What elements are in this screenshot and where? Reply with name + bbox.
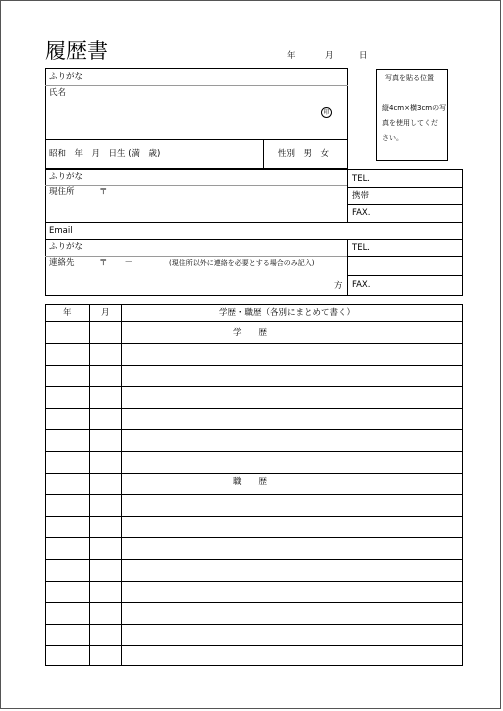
history-row-line	[45, 624, 463, 625]
name-birth-divider	[45, 139, 348, 140]
page-title: 履歴書	[45, 39, 108, 63]
photo-instruction-1: 縦4cm×横3cmの写	[382, 104, 447, 112]
history-row-line	[45, 321, 463, 322]
history-row-line	[45, 602, 463, 603]
contact-tel-divider-row	[347, 256, 463, 257]
date-day-label: 日	[359, 51, 368, 61]
email-label: Email	[49, 226, 73, 236]
history-month-column-divider	[121, 304, 122, 666]
contact-kata-label: 方	[334, 281, 343, 291]
contact-address-label: 連絡先	[49, 258, 75, 268]
history-row-line	[45, 473, 463, 474]
history-row-line	[45, 343, 463, 344]
history-year-header: 年	[63, 308, 72, 318]
history-row-line	[45, 386, 463, 387]
history-month-header: 月	[101, 308, 110, 318]
address-furigana-label: ふりがな	[49, 172, 84, 182]
history-row-line	[45, 559, 463, 560]
history-row-line	[45, 365, 463, 366]
contact-furigana-label: ふりがな	[49, 242, 84, 252]
mobile-fax-divider	[347, 204, 463, 205]
history-row-line	[45, 537, 463, 538]
contact-postal-mark: 〒 －	[99, 258, 134, 268]
address-postal-mark: 〒	[99, 187, 108, 197]
contact-furigana-divider	[45, 256, 347, 257]
name-label: 氏名	[49, 88, 67, 98]
history-row-line	[45, 494, 463, 495]
contact-tel-divider	[347, 239, 348, 296]
history-description-header: 学歴・職歴（各別にまとめて書く）	[219, 308, 356, 318]
history-row-line	[45, 581, 463, 582]
history-year-column-divider	[89, 304, 90, 666]
history-row-line	[45, 451, 463, 452]
seal-mark-icon: 印	[321, 107, 332, 118]
contact-note: (現住所以外に連絡を必要とする場合のみ記入)	[169, 259, 315, 267]
contact-fax-divider	[347, 275, 463, 276]
birthdate-label: 昭和 年 月 日生 (満 歳)	[49, 149, 161, 159]
date-year-label: 年	[287, 51, 296, 61]
gender-label: 性別 男 女	[278, 149, 330, 159]
name-furigana-label: ふりがな	[49, 72, 84, 82]
photo-heading: 写真を貼る位置	[385, 74, 434, 82]
history-row-line	[45, 408, 463, 409]
work-section-label: 職 歴	[233, 477, 268, 487]
address-tel-divider	[347, 169, 348, 222]
address-contact-box	[45, 169, 463, 296]
photo-placeholder	[376, 69, 448, 161]
date-month-label: 月	[325, 51, 334, 61]
history-row-line	[45, 429, 463, 430]
history-row-line	[45, 516, 463, 517]
address-furigana-divider	[45, 185, 347, 186]
address-email-divider	[45, 222, 463, 223]
tel-mobile-divider	[347, 187, 463, 188]
current-address-label: 現住所	[49, 187, 75, 197]
history-row-line	[45, 645, 463, 646]
contact-tel-label: TEL.	[352, 243, 371, 253]
contact-fax-label: FAX.	[352, 280, 371, 290]
photo-instruction-2: 真を使用してくだ	[382, 119, 438, 127]
gender-divider	[263, 139, 264, 169]
address-tel-label: TEL.	[352, 174, 371, 184]
address-mobile-label: 携帯	[352, 191, 370, 201]
address-fax-label: FAX.	[352, 208, 371, 218]
education-section-label: 学 歴	[233, 328, 268, 338]
furigana-divider	[45, 85, 348, 86]
photo-instruction-3: さい。	[382, 134, 403, 142]
email-contact-divider	[45, 239, 463, 240]
